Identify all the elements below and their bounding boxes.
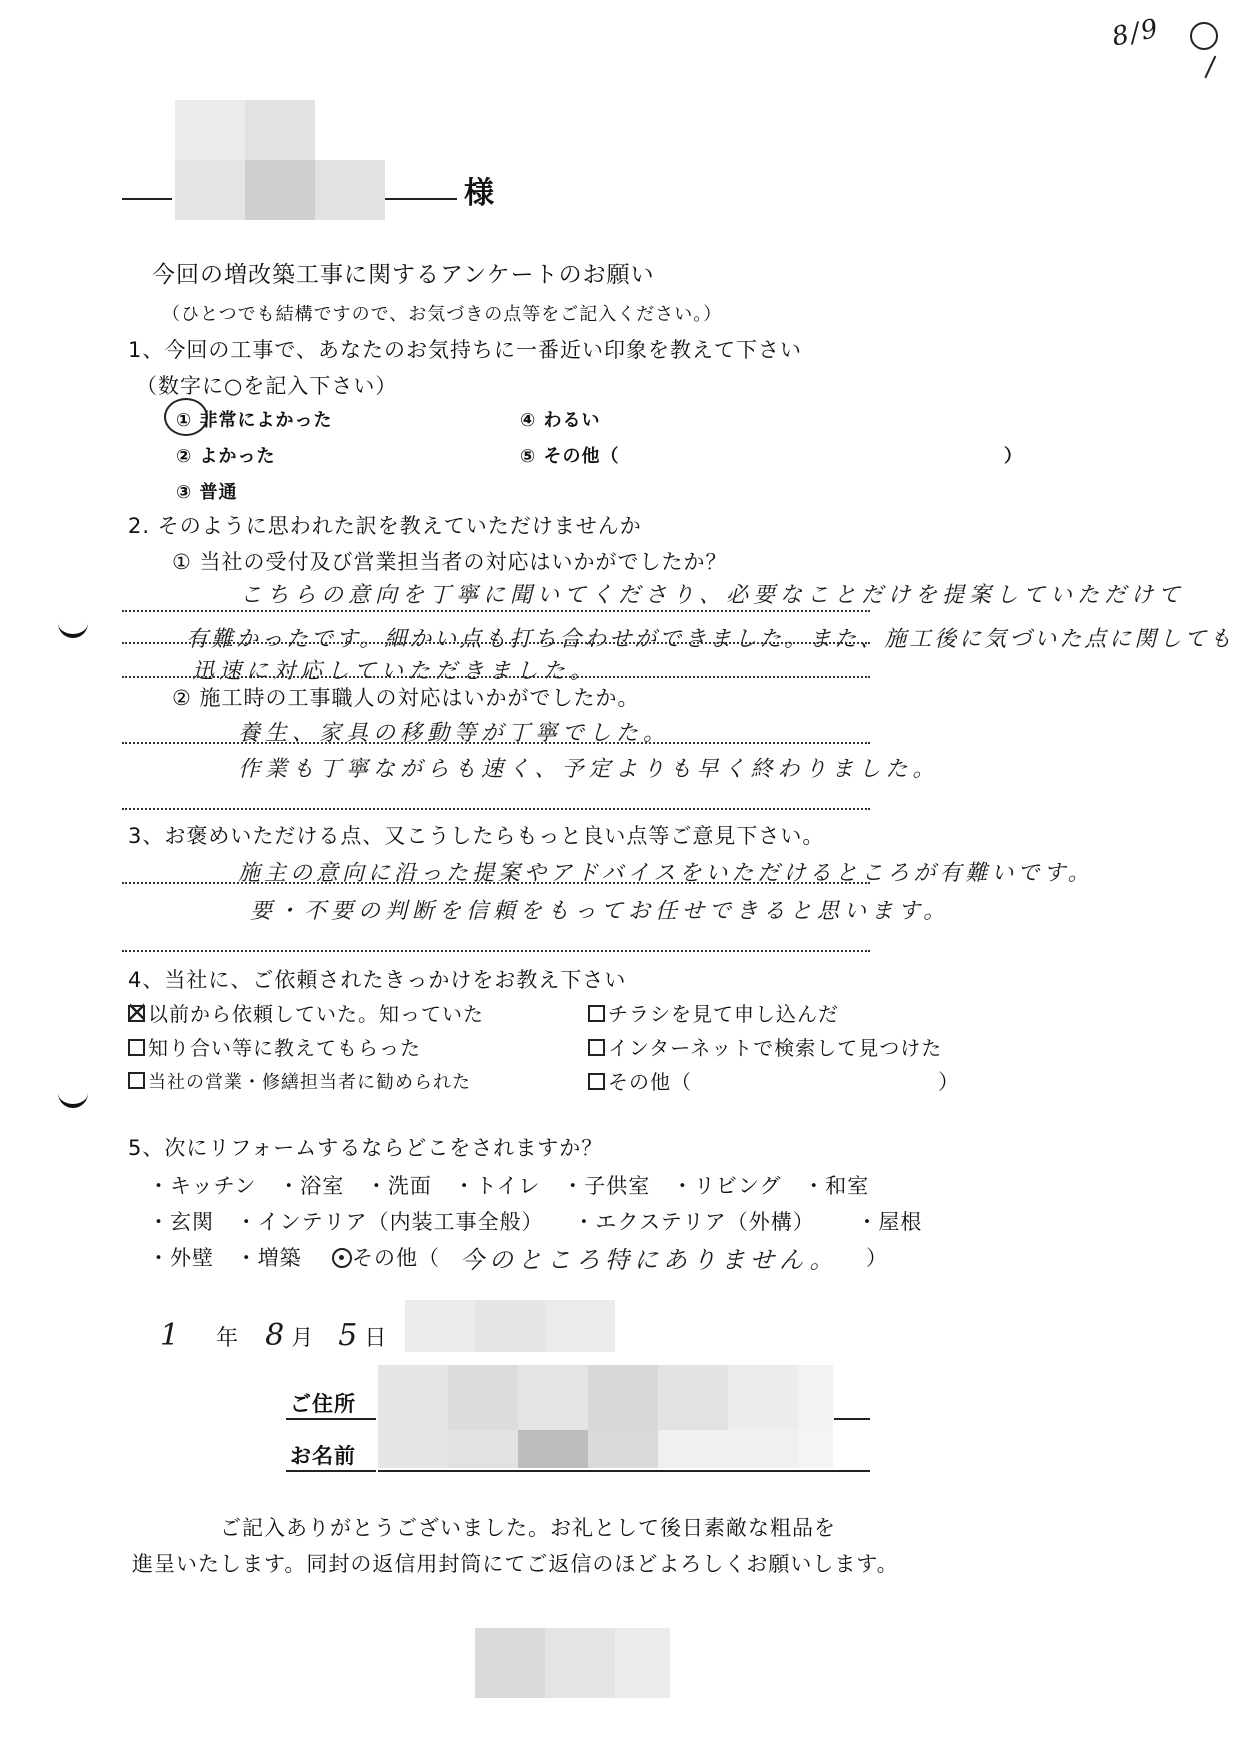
q5-row3 [148, 1242, 302, 1272]
q5-option-japanese-room[interactable]: ・和室 [803, 1174, 870, 1198]
name-underline [378, 1470, 870, 1472]
q4-question: 4、当社に、ご依頼されたきっかけをお教え下さい [128, 968, 627, 992]
q5-option-living[interactable]: ・リビング [671, 1174, 782, 1198]
q2-sub1-answer-line-3: 迅速に対応していただきました。 [192, 659, 598, 684]
name-label: お名前 [290, 1444, 356, 1468]
date-year[interactable]: 1 [160, 1318, 180, 1353]
q2-sub2: ② 施工時の工事職人の対応はいかがでしたか。 [172, 686, 640, 710]
answer-line [122, 950, 870, 952]
q2-question: 2. そのように思われた訳を教えていただけませんか [128, 514, 642, 538]
q1-question: 1、今回の工事で、あなたのお気持ちに一番近い印象を教えて下さい [128, 338, 802, 362]
redaction-block [728, 1430, 798, 1468]
redaction-block [588, 1430, 658, 1468]
corner-stamp-circle [1190, 22, 1218, 50]
answer-line [122, 882, 870, 884]
q4-option-label: 当社の営業・修繕担当者に勧められた [148, 1072, 471, 1093]
q5-other-answer: 今のところ特にありません。 [460, 1246, 839, 1274]
q5-option-extension[interactable]: ・増築 [235, 1246, 302, 1270]
q2-sub2-answer-line-1: 養生、家具の移動等が丁寧でした。 [238, 721, 671, 746]
q5-option-washroom[interactable]: ・洗面 [365, 1174, 432, 1198]
q5-other-selected-dot [339, 1255, 344, 1260]
redaction-block [658, 1365, 728, 1430]
q5-option-toilet[interactable]: ・トイレ [453, 1174, 541, 1198]
redaction-block [545, 1300, 615, 1352]
q5-option-other[interactable]: その他（ [352, 1246, 440, 1270]
redaction-block [518, 1430, 588, 1468]
q2-sub1: ① 当社の受付及び営業担当者の対応はいかがでしたか？ [172, 550, 728, 574]
redaction-block [658, 1430, 728, 1468]
q3-answer-line-1: 施主の意向に沿った提案やアドバイスをいただけるところが有難いです。 [238, 861, 1094, 886]
q4-option-label: チラシを見て申し込んだ [608, 1002, 839, 1026]
page-title: 今回の増改築工事に関するアンケートのお願い [152, 262, 655, 288]
q4-option-label: インターネットで検索して見つけた [608, 1036, 943, 1060]
q5-option-kitchen[interactable]: ・キッチン [148, 1174, 257, 1198]
q1-option-5[interactable]: ⑤ その他（ [520, 446, 620, 467]
q5-option-outer-wall[interactable]: ・外壁 [148, 1246, 214, 1270]
q4-option-previous[interactable] [128, 998, 484, 1027]
checkbox[interactable] [128, 1072, 145, 1089]
date-day[interactable]: 5 [338, 1318, 358, 1353]
address-label: ご住所 [290, 1392, 356, 1416]
redaction-block [245, 100, 315, 160]
corner-check-mark [1192, 50, 1217, 79]
q5-option-roof[interactable]: ・屋根 [856, 1210, 923, 1234]
q1-option-3[interactable]: ③ 普通 [176, 482, 238, 503]
q4-option-label: その他（ [608, 1070, 692, 1094]
answer-line [122, 642, 870, 644]
date-line [160, 1318, 386, 1353]
date-month[interactable]: 8 [265, 1318, 285, 1353]
q1-instruction: （数字に○を記入下さい） [136, 374, 398, 398]
q4-option-sales[interactable] [128, 1068, 471, 1094]
addressee-suffix: 様 [464, 176, 494, 211]
corner-mark: 8/9 [1109, 13, 1163, 53]
checkbox[interactable] [128, 1039, 145, 1056]
punch-hole-mark [58, 1090, 88, 1108]
q5-option-bath[interactable]: ・浴室 [278, 1174, 345, 1198]
answer-line [122, 610, 870, 612]
q4-option-acquaintance[interactable] [128, 1032, 421, 1061]
q1-option-1[interactable]: ① 非常によかった [176, 410, 333, 431]
q5-row2 [148, 1206, 922, 1236]
q5-question: 5、次にリフォームするならどこをされますか？ [128, 1136, 604, 1160]
address-underline [834, 1418, 870, 1420]
redaction-block [245, 160, 315, 220]
redaction-block [475, 1628, 545, 1698]
redaction-block [798, 1365, 833, 1430]
closing-line-2: 進呈いたします。同封の返信用封筒にてご返信のほどよろしくお願いします。 [132, 1552, 899, 1576]
date-month-label: 月 [291, 1326, 314, 1351]
checkbox[interactable] [588, 1005, 605, 1022]
redaction-block [728, 1365, 798, 1430]
address-label-underline [286, 1418, 376, 1420]
q3-question: 3、お褒めいただける点、又こうしたらもっと良い点等ご意見下さい。 [128, 824, 825, 848]
q4-option-flyer[interactable] [588, 998, 839, 1027]
redaction-block [448, 1430, 518, 1468]
redaction-block [448, 1365, 518, 1430]
redaction-block [315, 160, 385, 220]
redaction-block [175, 100, 245, 160]
q4-other-close: ） [938, 1070, 960, 1094]
checkbox[interactable] [588, 1073, 605, 1090]
checkbox-checked[interactable] [128, 1005, 145, 1022]
q5-row1 [148, 1170, 869, 1200]
redaction-block [615, 1628, 670, 1698]
checkbox[interactable] [588, 1039, 605, 1056]
redaction-block [175, 160, 245, 220]
redaction-block [798, 1430, 833, 1468]
q4-option-internet[interactable] [588, 1032, 942, 1061]
q5-other-close: ） [866, 1246, 888, 1270]
addressee-underline [122, 198, 172, 200]
q2-sub1-answer-line-2: 有難かったです。細かい点も打ち合わせができました。また、施工後に気づいた点に関しても [186, 627, 1235, 652]
addressee-underline [385, 198, 457, 200]
redaction-block [545, 1628, 615, 1698]
page-subtitle: （ひとつでも結構ですので、お気づきの点等をご記入ください。） [162, 304, 723, 325]
q3-answer-line-2: 要・不要の判断を信頼をもってお任せできると思います。 [250, 899, 951, 924]
redaction-block [518, 1365, 588, 1430]
answer-line [122, 676, 870, 678]
q4-option-label: 知り合い等に教えてもらった [148, 1036, 421, 1060]
q5-option-exterior[interactable]: ・エクステリア（外構） [573, 1210, 815, 1234]
q1-option-4[interactable]: ④ わるい [520, 410, 601, 431]
redaction-block [475, 1300, 545, 1352]
redaction-block [588, 1365, 658, 1430]
punch-hole-mark [58, 620, 88, 638]
q5-option-interior[interactable]: ・インテリア（内装工事全般） [235, 1210, 544, 1234]
closing-line-1: ご記入ありがとうございました。お礼として後日素敵な粗品を [220, 1516, 836, 1540]
date-year-label: 年 [216, 1326, 239, 1351]
q5-option-kids-room[interactable]: ・子供室 [562, 1174, 651, 1198]
redaction-block [405, 1300, 475, 1352]
answer-line [122, 808, 870, 810]
q4-option-other[interactable] [588, 1066, 692, 1095]
name-label-underline [286, 1470, 376, 1472]
redaction-block [378, 1430, 448, 1468]
q4-option-label: 以前から依頼していた。知っていた [148, 1002, 484, 1026]
q2-sub1-answer-line-1: こちらの意向を丁寧に聞いてくださり、必要なことだけを提案していただけて [240, 583, 1186, 608]
q5-option-entrance[interactable]: ・玄関 [148, 1210, 214, 1234]
redaction-block [378, 1365, 448, 1430]
q2-sub2-answer-line-2: 作業も丁寧ながらも速く、予定よりも早く終わりました。 [238, 757, 940, 782]
date-day-label: 日 [364, 1326, 387, 1351]
q1-option-2[interactable]: ② よかった [176, 446, 276, 467]
answer-line [122, 742, 870, 744]
q1-option-5-close: ） [1004, 446, 1023, 467]
